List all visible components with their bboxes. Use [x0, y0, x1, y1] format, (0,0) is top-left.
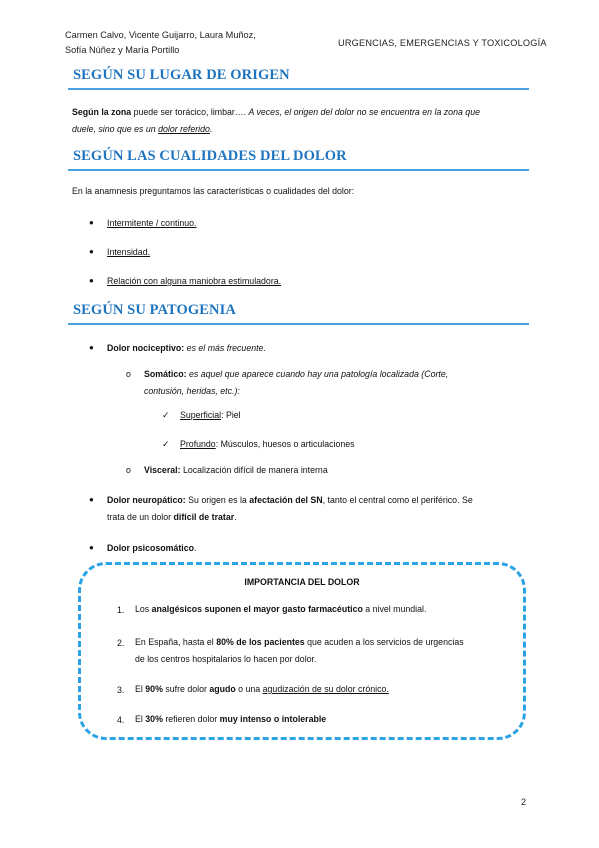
section-title-cualidades: SEGÚN LAS CUALIDADES DEL DOLOR	[73, 148, 347, 164]
visceral-text: Localización difícil de manera interna	[180, 465, 328, 475]
text: Los	[135, 604, 152, 614]
text-bold: analgésicos suponen el mayor gasto farmacéutico	[151, 604, 363, 614]
authors-line-2: Sofía Núñez y María Portillo	[65, 45, 180, 55]
text: a nivel mundial.	[362, 604, 427, 614]
text-bold: 90%	[145, 684, 163, 694]
referred-pain-link: dolor referido	[158, 124, 210, 134]
origen-end: .	[209, 124, 213, 134]
bullet-icon: ●	[89, 495, 94, 504]
neuropathic-bold-2: afectación del SN	[249, 495, 323, 505]
bullet-icon: ●	[89, 276, 94, 285]
authors-line-1: Carmen Calvo, Vicente Guijarro, Laura Muñoz,	[65, 30, 256, 40]
profundo-item	[180, 436, 355, 453]
neuropathic-line2-c: .	[234, 512, 237, 522]
circle-bullet-icon: o	[126, 369, 131, 379]
importance-item-3	[135, 681, 389, 698]
list-number: 2.	[117, 638, 125, 648]
text-bold: 30%	[145, 714, 163, 724]
superficial-text: : Piel	[221, 410, 241, 420]
text: El	[135, 714, 146, 724]
text: que acuden a los servicios de urgencias	[304, 637, 464, 647]
section-title-origen: SEGÚN SU LUGAR DE ORIGEN	[73, 67, 290, 83]
importance-item-1	[135, 601, 426, 618]
origen-bold: Según la zona	[72, 107, 132, 117]
somatic-label: Somático:	[144, 369, 187, 379]
section-rule	[68, 169, 529, 171]
neuropathic-label: Dolor neuropático:	[107, 495, 186, 505]
cualidades-intro: En la anamnesis preguntamos las características o cualidades del dolor:	[72, 186, 355, 196]
profundo-text: : Músculos, huesos o articulaciones	[215, 439, 355, 449]
neuropathic-item	[107, 492, 529, 526]
neuropathic-text-2: , tanto el central como el periférico. Se	[322, 495, 473, 505]
neuropathic-text-1: Su origen es la	[185, 495, 250, 505]
visceral-item	[144, 462, 328, 479]
somatic-item	[144, 366, 526, 400]
circle-bullet-icon: o	[126, 465, 131, 475]
visceral-label: Visceral:	[144, 465, 181, 475]
nociceptive-label: Dolor nociceptivo:	[107, 343, 185, 353]
text: sufre dolor	[162, 684, 210, 694]
neuropathic-line2-a: trata de un dolor	[107, 512, 174, 522]
text: En España, hasta el	[135, 637, 217, 647]
list-number: 4.	[117, 715, 125, 725]
text-bold: agudo	[209, 684, 236, 694]
list-number: 1.	[117, 605, 125, 615]
text-bold: muy intenso o intolerable	[219, 714, 327, 724]
psychosomatic-end: .	[194, 543, 197, 553]
text-bold: 80% de los pacientes	[216, 637, 305, 647]
header-topic: URGENCIAS, EMERGENCIAS Y TOXICOLOGÍA	[338, 38, 547, 48]
superficial-item	[180, 407, 241, 424]
authors	[65, 28, 295, 58]
origen-italic-2: duele, sino que es un	[72, 124, 159, 134]
psychosomatic-label: Dolor psicosomático	[107, 543, 195, 553]
text: refieren dolor	[162, 714, 220, 724]
text-underlined: agudización de su dolor crónico.	[262, 684, 389, 694]
origen-italic: A veces, el origen del dolor no se encuentra en la zona que	[248, 107, 480, 117]
bullet-icon: ●	[89, 247, 94, 256]
profundo-label: Profundo	[180, 439, 216, 449]
bullet-icon: ●	[89, 343, 94, 352]
origen-text: puede ser torácico, limbar….	[131, 107, 249, 117]
page-number: 2	[521, 797, 527, 807]
origen-paragraph	[72, 104, 532, 138]
bullet-icon: ●	[89, 218, 94, 227]
text: o una	[235, 684, 263, 694]
somatic-text-1: es aquel que aparece cuando hay una patología localizada (Corte,	[186, 369, 449, 379]
importance-item-2	[135, 634, 464, 668]
section-rule	[68, 88, 529, 90]
nociceptive-text: es el más frecuente.	[184, 343, 266, 353]
list-number: 3.	[117, 685, 125, 695]
bullet-icon: ●	[89, 543, 94, 552]
checkmark-icon: ✓	[162, 439, 170, 449]
somatic-text-2: contusión, heridas, etc.):	[144, 386, 240, 396]
psychosomatic-item	[107, 540, 196, 557]
importance-title: IMPORTANCIA DEL DOLOR	[244, 577, 360, 587]
list-item: Relación con alguna maniobra estimuladora.	[107, 276, 282, 286]
text: El	[135, 684, 146, 694]
neuropathic-line2-b: difícil de tratar	[173, 512, 235, 522]
checkmark-icon: ✓	[162, 410, 170, 420]
superficial-label: Superficial	[180, 410, 222, 420]
section-rule	[68, 323, 529, 325]
list-item: Intensidad.	[107, 247, 151, 257]
importance-item-4	[135, 711, 326, 728]
section-title-patogenia: SEGÚN SU PATOGENIA	[73, 302, 236, 318]
nociceptive-item	[107, 340, 266, 357]
list-item: Intermitente / continuo.	[107, 218, 197, 228]
text: de los centros hospitalarios lo hacen por dolor.	[135, 654, 317, 664]
